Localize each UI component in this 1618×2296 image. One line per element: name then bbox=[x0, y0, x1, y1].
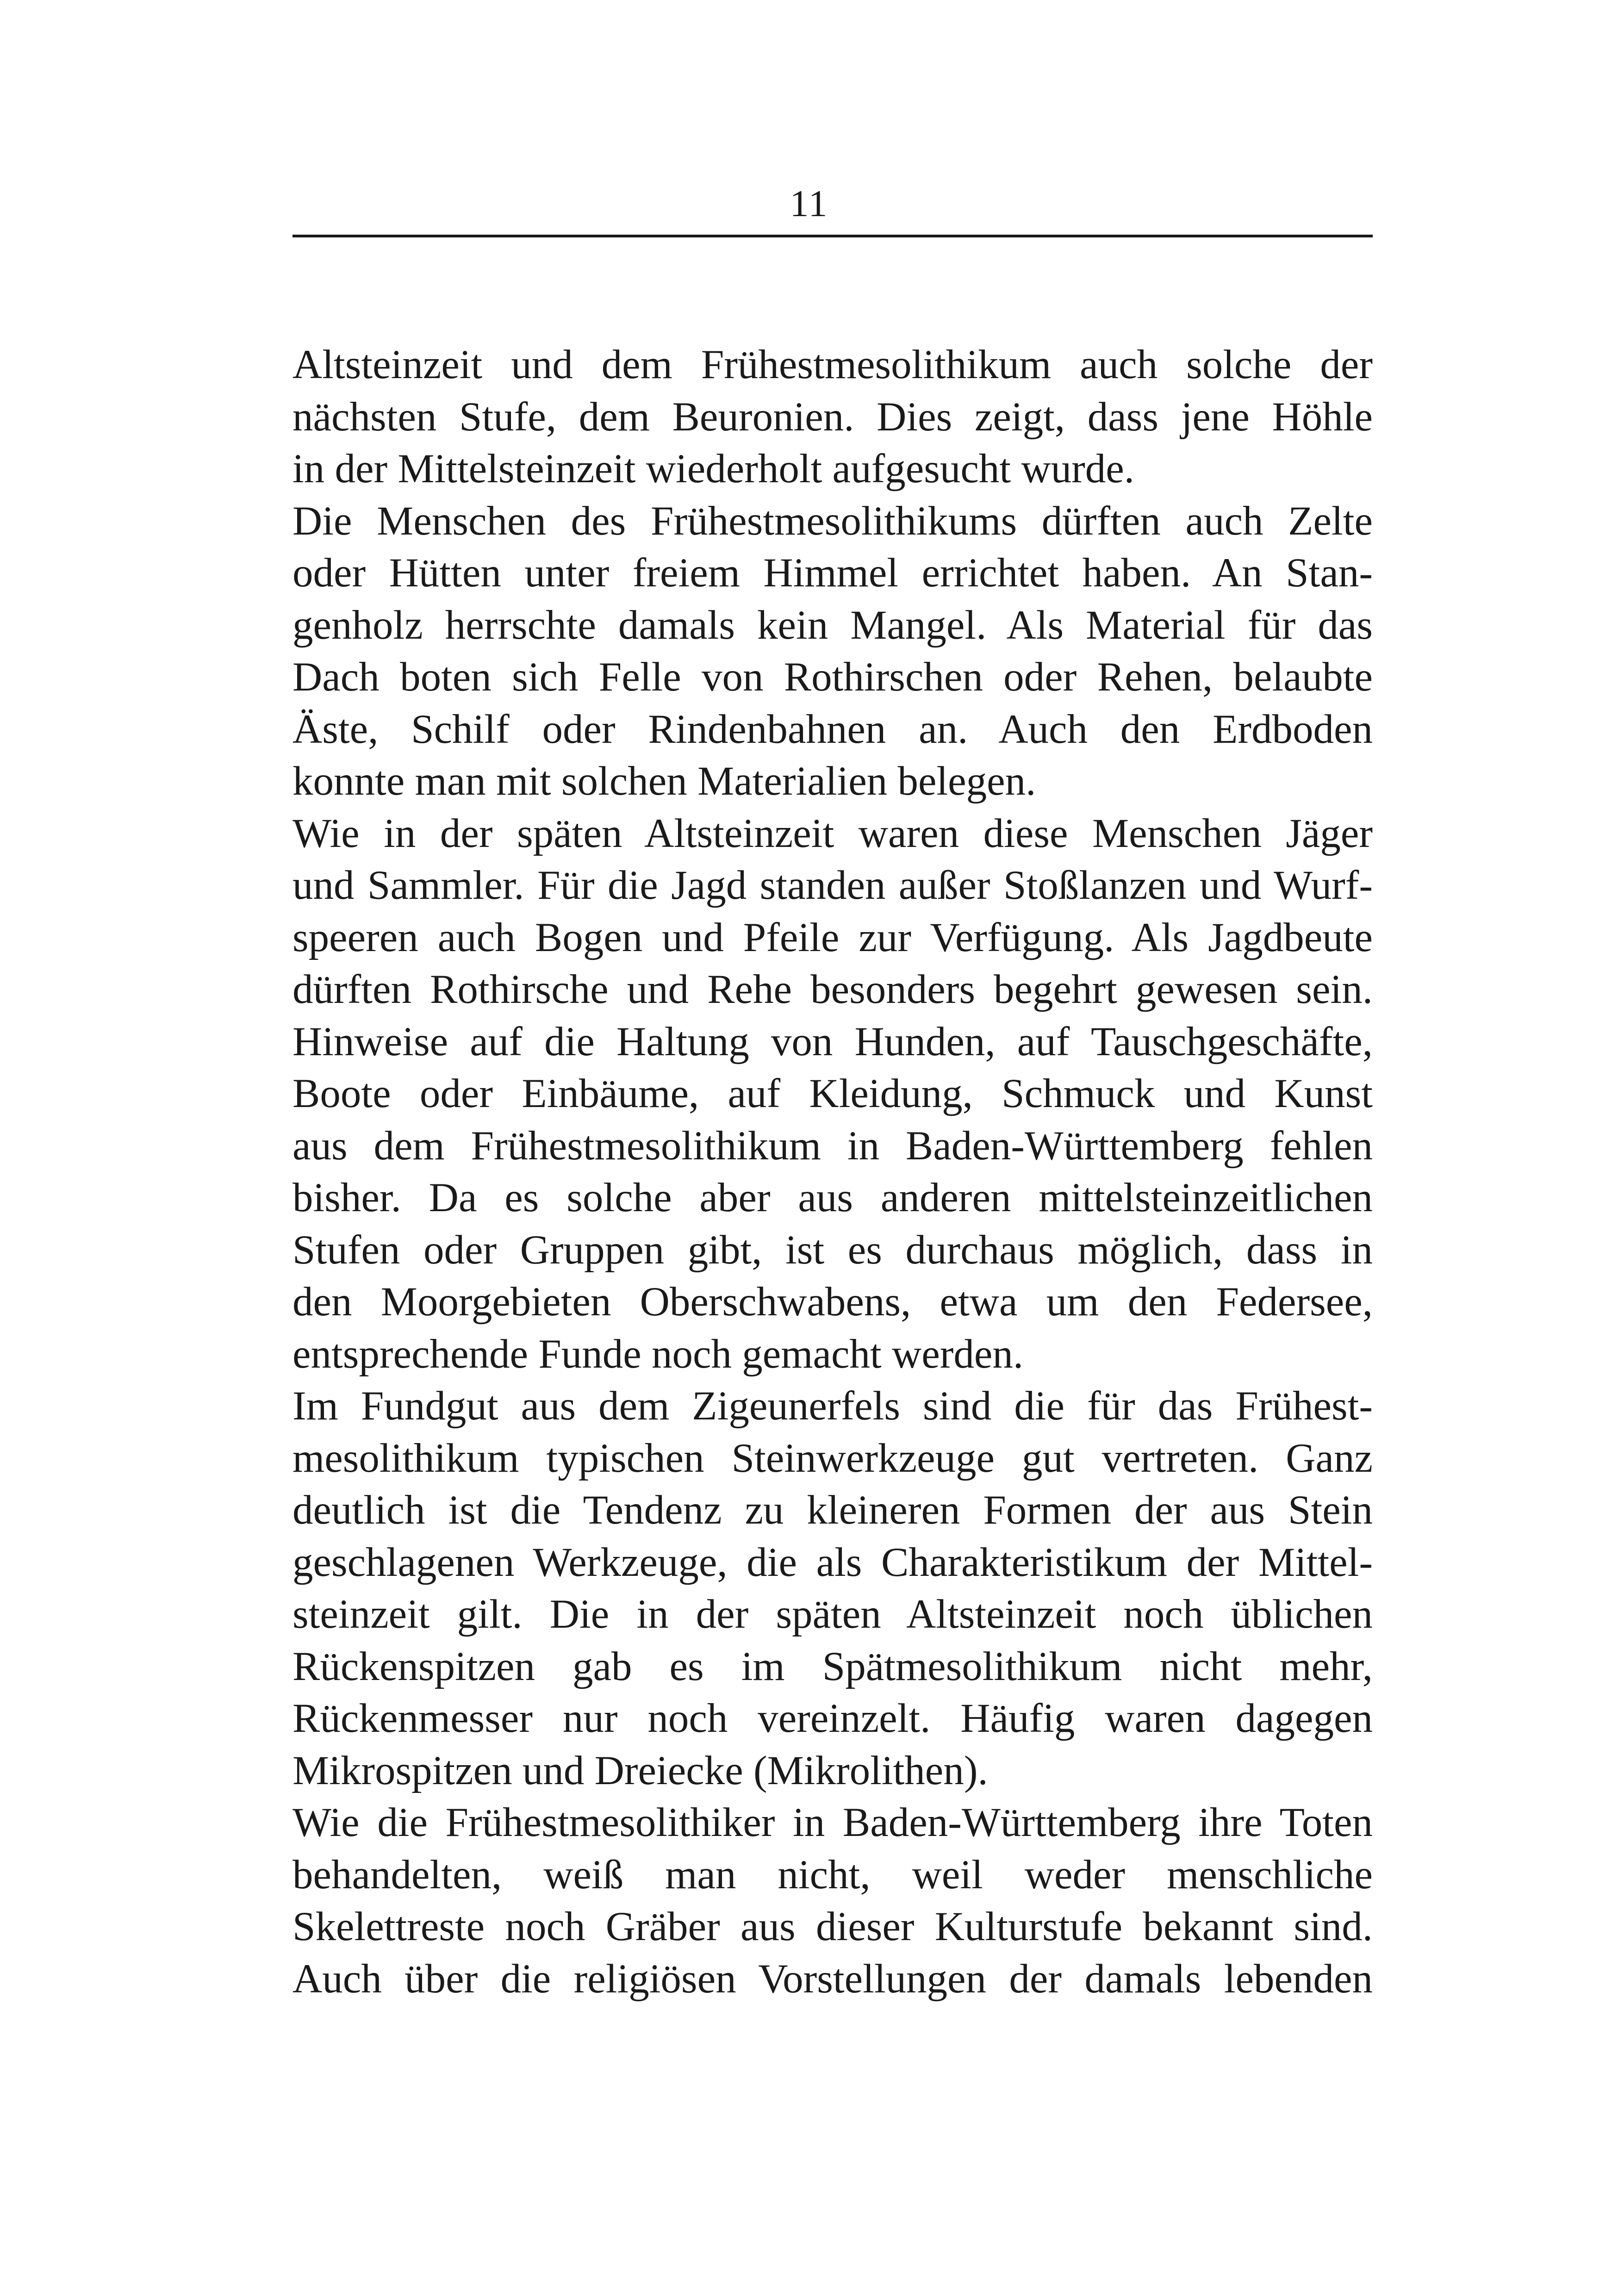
text-line: nächsten Stufe, dem Beuronien. Dies zeigt, dass jene Höhle bbox=[292, 394, 1373, 440]
text-line: Skelettreste noch Gräber aus dieser Kulturstufe bekannt sind. bbox=[292, 1904, 1373, 1949]
text-line: Rückenspitzen gab es im Spätmesolithikum nicht mehr, bbox=[292, 1643, 1373, 1689]
header-rule bbox=[292, 235, 1373, 237]
body-text bbox=[292, 339, 1373, 2005]
text-line: bisher. Da es solche aber aus anderen mittelsteinzeitlichen bbox=[292, 1175, 1373, 1220]
text-line: oder Hütten unter freiem Himmel errichtet haben. An Stan- bbox=[292, 550, 1373, 596]
text-line: aus dem Frühestmesolithikum in Baden-Württemberg fehlen bbox=[292, 1123, 1373, 1169]
text-line: Mikrospitzen und Dreiecke (Mikrolithen). bbox=[292, 1748, 988, 1793]
text-line: und Sammler. Für die Jagd standen außer Stoßlanzen und Wurf- bbox=[292, 863, 1373, 908]
text-line: Auch über die religiösen Vorstellungen der damals lebenden bbox=[292, 1956, 1373, 2002]
text-line: dürften Rothirsche und Rehe besonders begehrt gewesen sein. bbox=[292, 967, 1373, 1012]
text-line: Die Menschen des Frühestmesolithikums dürften auch Zelte bbox=[292, 498, 1373, 544]
text-line: Stufen oder Gruppen gibt, ist es durchaus möglich, dass in bbox=[292, 1227, 1373, 1273]
text-line: Äste, Schilf oder Rindenbahnen an. Auch den Erdboden bbox=[292, 706, 1373, 752]
text-line: entsprechende Funde noch gemacht werden. bbox=[292, 1331, 1024, 1377]
text-line: Wie die Frühestmesolithiker in Baden-Württemberg ihre Toten bbox=[292, 1800, 1373, 1845]
text-line: Altsteinzeit und dem Frühestmesolithikum auch solche der bbox=[292, 342, 1373, 387]
text-line: speeren auch Bogen und Pfeile zur Verfügung. Als Jagdbeute bbox=[292, 915, 1373, 960]
text-line: Hinweise auf die Haltung von Hunden, auf Tauschgeschäfte, bbox=[292, 1019, 1373, 1064]
text-line: genholz herrschte damals kein Mangel. Als Material für das bbox=[292, 602, 1373, 648]
text-line: steinzeit gilt. Die in der späten Altsteinzeit noch üblichen bbox=[292, 1592, 1373, 1637]
text-line: mesolithikum typischen Steinwerkzeuge gut vertreten. Ganz bbox=[292, 1435, 1373, 1481]
text-line: deutlich ist die Tendenz zu kleineren Formen der aus Stein bbox=[292, 1487, 1373, 1533]
text-line: konnte man mit solchen Materialien belegen. bbox=[292, 759, 1036, 804]
text-line: geschlagenen Werkzeuge, die als Charakteristikum der Mittel- bbox=[292, 1539, 1373, 1585]
text-line: Wie in der späten Altsteinzeit waren diese Menschen Jäger bbox=[292, 810, 1373, 856]
page-number: 11 bbox=[790, 182, 828, 224]
text-line: in der Mittelsteinzeit wiederholt aufgesucht wurde. bbox=[292, 446, 1134, 492]
text-line: behandelten, weiß man nicht, weil weder menschliche bbox=[292, 1852, 1373, 1898]
text-line: den Moorgebieten Oberschwabens, etwa um den Federsee, bbox=[292, 1279, 1373, 1325]
text-line: Boote oder Einbäume, auf Kleidung, Schmuck und Kunst bbox=[292, 1071, 1373, 1116]
text-line: Im Fundgut aus dem Zigeunerfels sind die für das Frühest- bbox=[292, 1383, 1373, 1429]
text-line: Dach boten sich Felle von Rothirschen oder Rehen, belaubte bbox=[292, 654, 1373, 700]
text-line: Rückenmesser nur noch vereinzelt. Häufig waren dagegen bbox=[292, 1696, 1373, 1741]
